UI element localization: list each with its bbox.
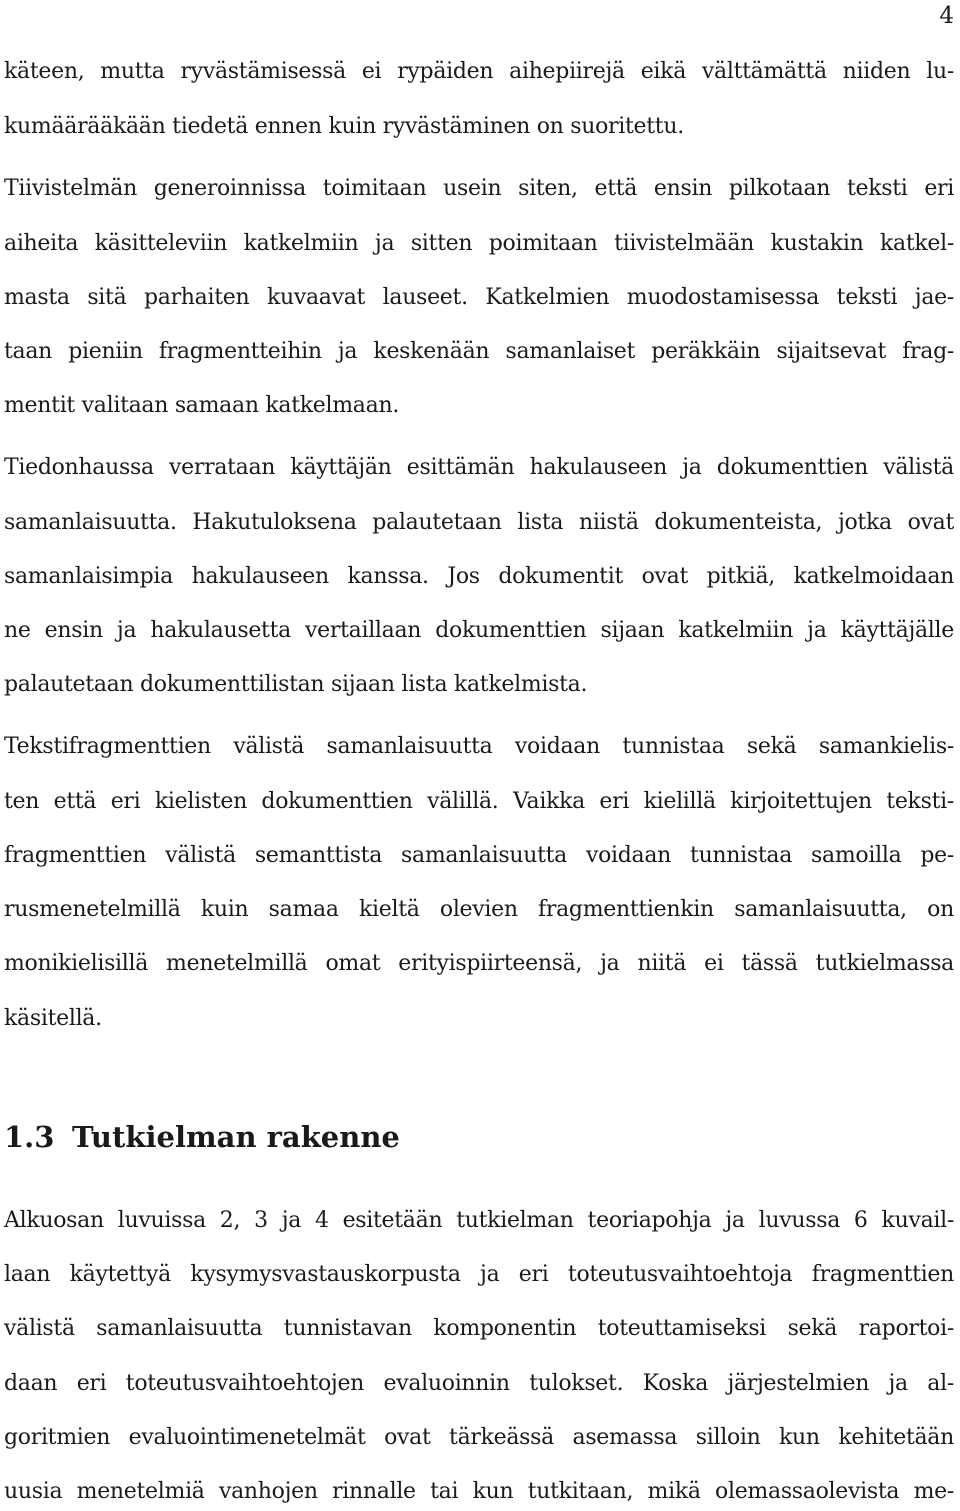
section-number: 1.3 [4, 1120, 55, 1154]
paragraph-3-line-5: palautetaan dokumenttilistan sijaan lista katkelmista. [4, 672, 588, 697]
paragraph-3-line-2: samanlaisuutta. Hakutuloksena palautetaan lista niistä dokumenteista, jotka ovat [4, 510, 954, 535]
paragraph-4-line-2: ten että eri kielisten dokumenttien välillä. Vaikka eri kielillä kirjoitettujen teksti- [4, 789, 954, 814]
paragraph-4-line-6: käsitellä. [4, 1006, 102, 1031]
paragraph-3-line-4: ne ensin ja hakulausetta vertaillaan dokumenttien sijaan katkelmiin ja käyttäjälle [4, 618, 954, 643]
paragraph-2-line-1: Tiivistelmän generoinnissa toimitaan usein siten, että ensin pilkotaan teksti eri [4, 176, 954, 201]
paragraph-4-line-3: fragmenttien välistä semanttista samanlaisuutta voidaan tunnistaa samoilla pe- [4, 843, 954, 868]
paragraph-2-line-3: masta sitä parhaiten kuvaavat lauseet. Katkelmien muodostamisessa teksti jae- [4, 285, 954, 310]
section-title: Tutkielman rakenne [72, 1120, 400, 1154]
paragraph-2-line-4: taan pieniin fragmentteihin ja keskenään samanlaiset peräkkäin sijaitsevat frag- [4, 339, 954, 364]
section-paragraph-line-2: laan käytettyä kysymysvastauskorpusta ja eri toteutusvaihtoehtoja fragmenttien [4, 1262, 954, 1287]
page-number: 4 [939, 3, 954, 29]
paragraph-3-line-3: samanlaisimpia hakulauseen kanssa. Jos dokumentit ovat pitkiä, katkelmoidaan [4, 564, 954, 589]
paragraph-3-line-1: Tiedonhaussa verrataan käyttäjän esittämän hakulauseen ja dokumenttien välistä [4, 455, 954, 480]
section-paragraph-line-1: Alkuosan luvuissa 2, 3 ja 4 esitetään tutkielman teoriapohja ja luvussa 6 kuvail- [4, 1208, 954, 1233]
section-heading [4, 1119, 400, 1155]
paragraph-4-line-4: rusmenetelmillä kuin samaa kieltä olevien fragmenttienkin samanlaisuutta, on [4, 897, 954, 922]
paragraph-4-line-5: monikielisillä menetelmillä omat erityispiirteensä, ja niitä ei tässä tutkielmassa [4, 951, 954, 976]
paragraph-1-line-2: kumäärääkään tiedetä ennen kuin ryvästäminen on suoritettu. [4, 114, 684, 139]
section-paragraph-line-4: daan eri toteutusvaihtoehtojen evaluoinnin tulokset. Koska järjestelmien ja al- [4, 1371, 954, 1396]
paragraph-1-line-1: käteen, mutta ryvästämisessä ei rypäiden aihepiirejä eikä välttämättä niiden lu- [4, 59, 954, 84]
paragraph-2-line-5: mentit valitaan samaan katkelmaan. [4, 393, 400, 418]
section-paragraph-line-5: goritmien evaluointimenetelmät ovat tärkeässä asemassa silloin kun kehitetään [4, 1425, 954, 1450]
paragraph-4-line-1: Tekstifragmenttien välistä samanlaisuutta voidaan tunnistaa sekä samankielis- [4, 734, 954, 759]
section-paragraph-line-6: uusia menetelmiä vanhojen rinnalle tai kun tutkitaan, mikä olemassaolevista me- [4, 1479, 954, 1504]
paragraph-2-line-2: aiheita käsitteleviin katkelmiin ja sitten poimitaan tiivistelmään kustakin katkel- [4, 231, 954, 256]
section-paragraph-line-3: välistä samanlaisuutta tunnistavan komponentin toteuttamiseksi sekä raportoi- [4, 1316, 954, 1341]
